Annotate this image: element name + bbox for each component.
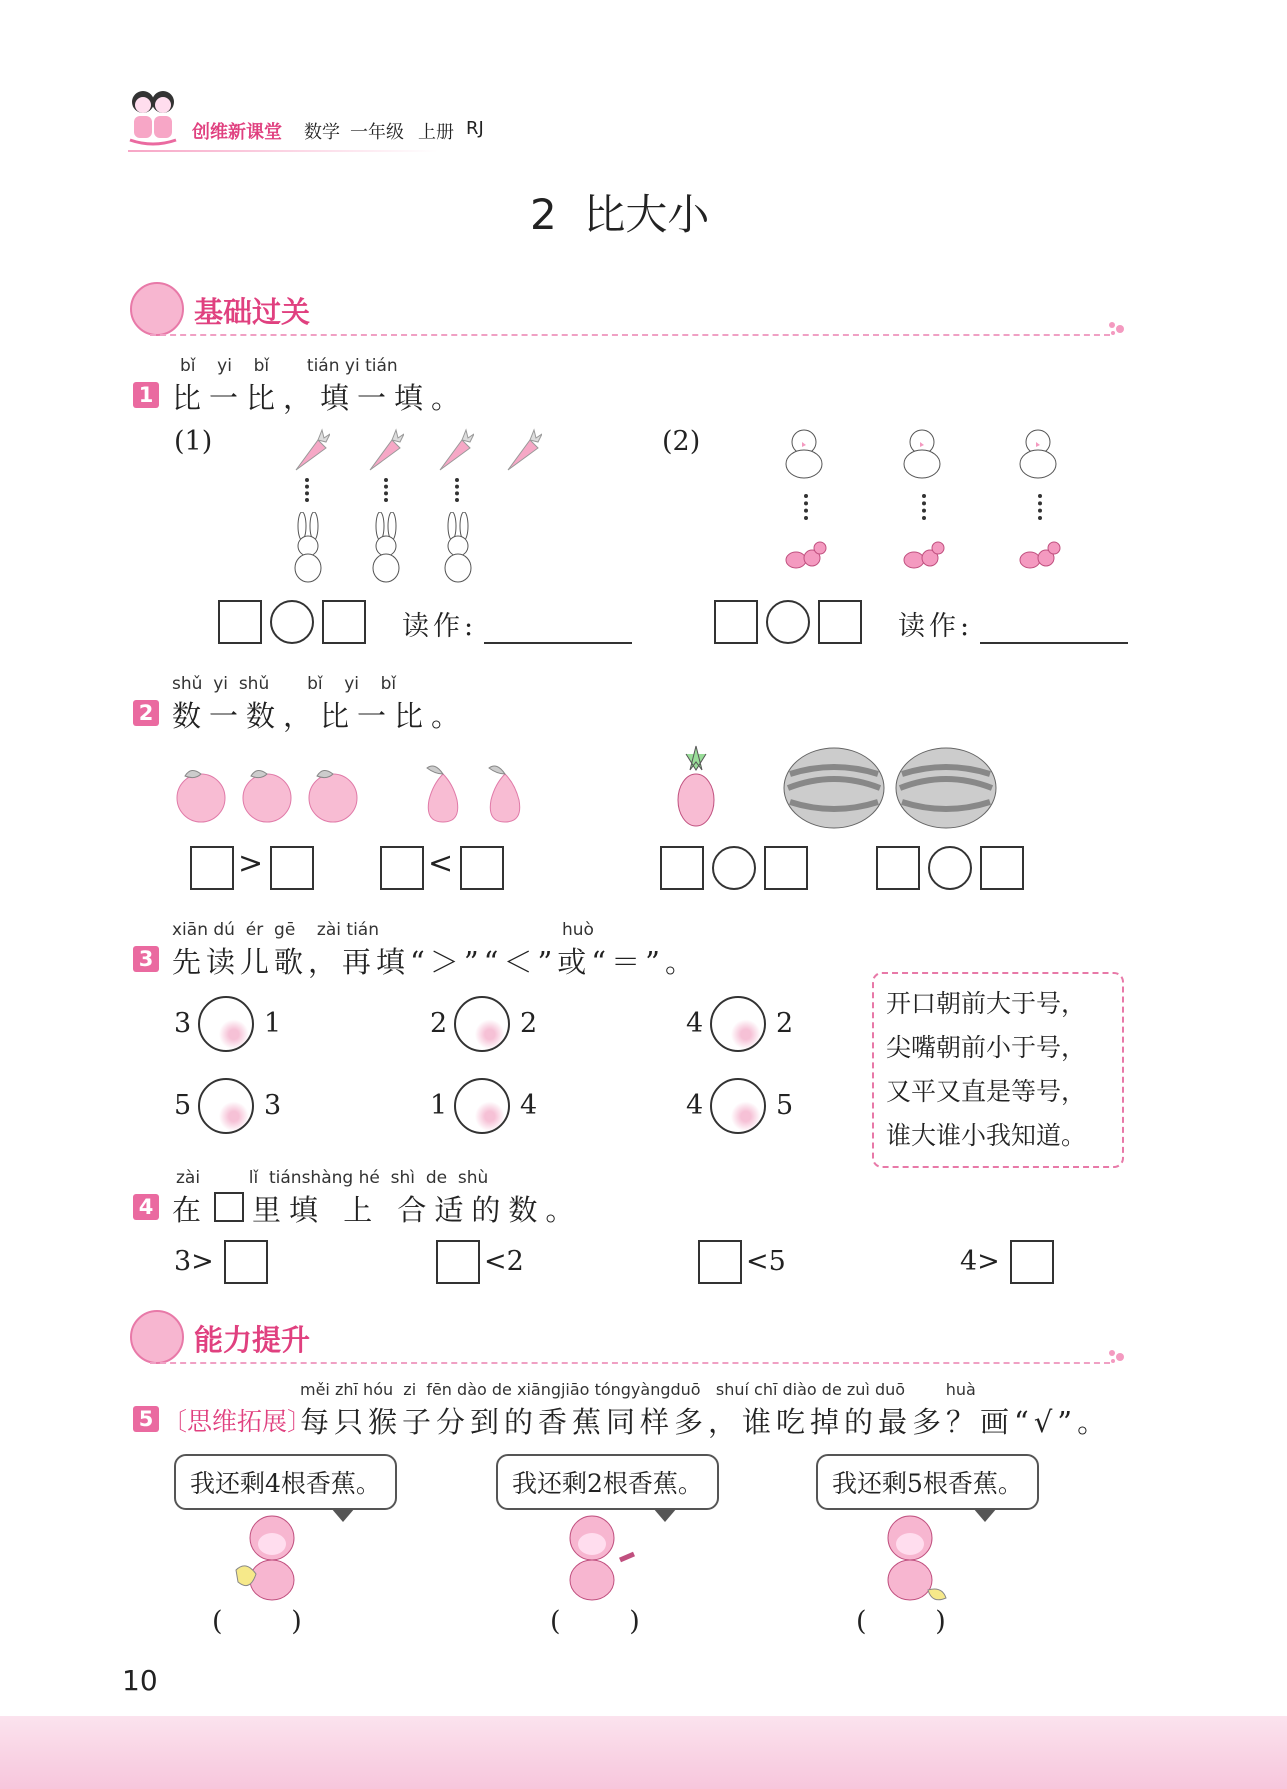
compare-a: 1: [430, 1090, 448, 1121]
decor-dots-icon: [1108, 320, 1128, 330]
q2-text: 数一数，比一比。: [172, 699, 469, 733]
answer-box[interactable]: [218, 600, 262, 644]
pear-icon: [418, 760, 468, 826]
section-basic-title: 基础过关: [194, 295, 311, 329]
watermelon-icon: [894, 746, 998, 830]
dotted-connector: [455, 478, 459, 502]
decor-dots-icon: [1108, 1348, 1128, 1358]
bug-icon: [900, 534, 946, 574]
rhyme-line: 开口朝前大于号，: [886, 989, 1087, 1018]
compare-bubble[interactable]: [710, 1078, 766, 1134]
compare-bubble[interactable]: [454, 996, 510, 1052]
dotted-connector: [922, 494, 926, 520]
rabbit-icon: [438, 512, 478, 584]
monkey-icon: [220, 1510, 320, 1606]
q1-pinyin: bǐ yi bǐ tián yi tián: [180, 356, 398, 376]
rhyme-line: 尖嘴朝前小于号，: [886, 1033, 1087, 1062]
speech-bubble: 我还剩4根香蕉。: [174, 1454, 397, 1510]
carrot-icon: [362, 426, 404, 476]
header-brand: 创维新课堂: [192, 122, 282, 143]
less-than-sign: <: [428, 846, 454, 881]
kids-logo-icon: [128, 88, 178, 150]
inline-box-icon: [214, 1192, 244, 1222]
q3-pinyin: xiān dú ér gē zài tián: [172, 920, 379, 940]
answer-box[interactable]: [876, 846, 920, 890]
answer-box[interactable]: [224, 1240, 268, 1284]
answer-circle[interactable]: [270, 600, 314, 644]
answer-box[interactable]: [322, 600, 366, 644]
watermelon-icon: [782, 746, 886, 830]
q1-part2-label: (2): [662, 426, 701, 457]
book-icon: [130, 282, 184, 336]
compare-bubble[interactable]: [710, 996, 766, 1052]
q3-text: 先读儿歌，再填“＞”“＜”或“＝”。: [172, 945, 699, 979]
compare-bubble[interactable]: [454, 1078, 510, 1134]
peach-icon: [240, 764, 294, 824]
read-as-label: 读作:: [402, 611, 478, 642]
rhyme-line: 又平又直是等号，: [886, 1077, 1087, 1106]
section-advanced-title: 能力提升: [194, 1323, 311, 1357]
q1-text: 比一比，填一填。: [172, 381, 469, 415]
chick-icon: [1014, 426, 1062, 482]
answer-paren[interactable]: ( ): [550, 1606, 640, 1637]
compare-bubble[interactable]: [198, 1078, 254, 1134]
pear-icon: [480, 760, 530, 826]
answer-box[interactable]: [190, 846, 234, 890]
answer-box[interactable]: [660, 846, 704, 890]
carrot-icon: [500, 426, 542, 476]
rabbit-icon: [366, 512, 406, 584]
compare-a: 5: [174, 1090, 192, 1121]
speech-bubble: 我还剩5根香蕉。: [816, 1454, 1039, 1510]
q3-number-badge: 3: [133, 946, 159, 972]
compare-b: 2: [520, 1008, 538, 1039]
header-grade: 一年级: [350, 122, 404, 143]
answer-box[interactable]: [436, 1240, 480, 1284]
q5-text: 每只猴子分到的香蕉同样多，谁吃掉的最多？画“√”。: [300, 1405, 1112, 1439]
carrot-icon: [288, 426, 330, 476]
header-edition: RJ: [466, 118, 484, 139]
answer-circle[interactable]: [766, 600, 810, 644]
monkey-icon: [858, 1510, 958, 1606]
rabbit-icon: [288, 512, 328, 584]
compare-a: 3: [174, 1008, 192, 1039]
q4-pinyin: zài lǐ tiánshàng hé shì de shù: [176, 1168, 489, 1188]
answer-box[interactable]: [714, 600, 758, 644]
page-number: 10: [122, 1664, 158, 1697]
q4-text-pre: 在: [172, 1193, 210, 1227]
read-as-label: 读作:: [898, 611, 974, 642]
q1-part1-label: (1): [174, 426, 213, 457]
answer-box[interactable]: [698, 1240, 742, 1284]
header-rule: [128, 150, 438, 152]
peach-icon: [306, 764, 360, 824]
q5-number-badge: 5: [133, 1406, 159, 1432]
bug-icon: [782, 534, 828, 574]
compare-a: 4: [686, 1008, 704, 1039]
q4-right: <2: [484, 1246, 524, 1277]
q1-number-badge: 1: [133, 382, 159, 408]
dotted-connector: [1038, 494, 1042, 520]
rhyme-box: [872, 972, 1124, 1168]
pineapple-icon: [672, 744, 720, 828]
read-as-line[interactable]: [980, 642, 1128, 644]
page-title: 2 比大小: [530, 190, 710, 239]
monkey-face-icon: [130, 1310, 184, 1364]
monkey-icon: [540, 1510, 640, 1606]
chick-icon: [898, 426, 946, 482]
answer-circle[interactable]: [928, 846, 972, 890]
compare-b: 4: [520, 1090, 538, 1121]
dotted-connector: [384, 478, 388, 502]
greater-than-sign: >: [238, 846, 264, 881]
compare-b: 1: [264, 1008, 282, 1039]
answer-paren[interactable]: ( ): [856, 1606, 946, 1637]
q4-left: 3>: [174, 1246, 214, 1277]
answer-paren[interactable]: ( ): [212, 1606, 302, 1637]
answer-box[interactable]: [270, 846, 314, 890]
peach-icon: [174, 764, 228, 824]
compare-b: 5: [776, 1090, 794, 1121]
compare-bubble[interactable]: [198, 996, 254, 1052]
q4-left: 4>: [960, 1246, 1000, 1277]
header-subject: 数学: [304, 122, 340, 143]
q4-text-post: 里填 上 合适的数。: [252, 1193, 583, 1227]
section-divider: [150, 1362, 1110, 1364]
answer-box[interactable]: [460, 846, 504, 890]
answer-box[interactable]: [818, 600, 862, 644]
answer-box[interactable]: [980, 846, 1024, 890]
answer-circle[interactable]: [712, 846, 756, 890]
compare-b: 3: [264, 1090, 282, 1121]
section-divider: [150, 334, 1110, 336]
dotted-connector: [804, 494, 808, 520]
q2-pinyin: shǔ yi shǔ bǐ yi bǐ: [172, 674, 397, 694]
q4-number-badge: 4: [133, 1194, 159, 1220]
q2-number-badge: 2: [133, 700, 159, 726]
header-volume: 上册: [418, 122, 454, 143]
carrot-icon: [432, 426, 474, 476]
speech-bubble: 我还剩2根香蕉。: [496, 1454, 719, 1510]
compare-a: 2: [430, 1008, 448, 1039]
compare-b: 2: [776, 1008, 794, 1039]
answer-box[interactable]: [380, 846, 424, 890]
bug-icon: [1016, 534, 1062, 574]
q3-pinyin-huo: huò: [562, 920, 594, 940]
dotted-connector: [305, 478, 309, 502]
answer-box[interactable]: [1010, 1240, 1054, 1284]
compare-a: 4: [686, 1090, 704, 1121]
q5-pinyin: měi zhī hóu zi fēn dào de xiāngjiāo tóngyàngduō shuí chī diào de zuì duō huà: [300, 1380, 976, 1399]
chick-icon: [780, 426, 828, 482]
rhyme-line: 谁大谁小我知道。: [886, 1121, 1087, 1150]
footer-band: [0, 1716, 1287, 1789]
answer-box[interactable]: [764, 846, 808, 890]
q5-tag: 〔思维拓展〕: [162, 1407, 313, 1436]
q4-right: <5: [746, 1246, 786, 1277]
read-as-line[interactable]: [484, 642, 632, 644]
